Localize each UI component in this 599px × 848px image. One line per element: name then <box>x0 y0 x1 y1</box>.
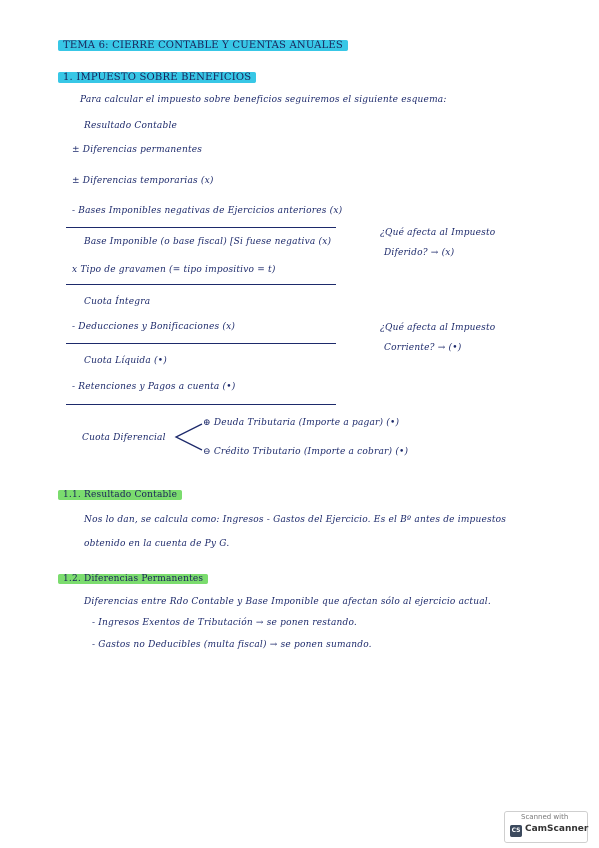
branch-text: Deuda Tributaria (Importe a pagar) (•) <box>213 418 400 428</box>
scheme-row: - Deducciones y Bonificaciones (x) <box>72 322 236 332</box>
scheme-row: ± Diferencias permanentes <box>72 145 203 155</box>
side-note-impuesto-diferido: ¿Qué afecta al Impuesto <box>380 228 496 238</box>
scheme-row: Resultado Contable <box>84 121 178 131</box>
side-note-impuesto-diferido: Diferido? → (x) <box>384 248 455 258</box>
bracket-branch-icon <box>172 420 206 454</box>
scheme-row: Base Imponible (o base fiscal) [Si fuese negativa (x) <box>84 237 332 247</box>
watermark-caption: Scanned with <box>521 813 569 821</box>
cuota-branch-deuda <box>203 418 399 428</box>
camscanner-watermark <box>504 811 588 843</box>
paragraph-line: - Ingresos Exentos de Tributación → se ponen restando. <box>92 618 357 628</box>
scheme-row: - Retenciones y Pagos a cuenta (•) <box>72 382 236 392</box>
scheme-row: Cuota Íntegra <box>84 297 151 307</box>
paragraph-line: Diferencias entre Rdo Contable y Base Imponible que afectan sólo al ejercicio actual. <box>84 597 491 607</box>
divider-line <box>66 404 336 405</box>
paragraph-line: - Gastos no Deducibles (multa fiscal) → se ponen sumando. <box>92 640 372 650</box>
cuota-branch-credito <box>203 447 408 457</box>
paragraph-line: obtenido en la cuenta de Py G. <box>84 539 230 549</box>
section-1-2-heading: 1.2. Diferencias Permanentes <box>58 574 208 584</box>
divider-line <box>66 284 336 285</box>
section-1-intro: Para calcular el impuesto sobre beneficios seguiremos el siguiente esquema: <box>80 95 447 105</box>
scheme-row: Cuota Líquida (•) <box>84 356 167 366</box>
paragraph-line: Nos lo dan, se calcula como: Ingresos - Gastos del Ejercicio. Es el Bº antes de impuestos <box>84 515 507 525</box>
minus-circle-icon: ⊖ <box>203 447 211 457</box>
scheme-row: x Tipo de gravamen (= tipo impositivo = t) <box>72 265 276 275</box>
scheme-row: - Bases Imponibles negativas de Ejercicios anteriores (x) <box>72 206 343 216</box>
section-1-heading: 1. IMPUESTO SOBRE BENEFICIOS <box>58 72 256 83</box>
watermark-brand: CamScanner <box>525 824 589 834</box>
side-note-impuesto-corriente: Corriente? → (•) <box>384 343 462 353</box>
section-1-1-heading: 1.1. Resultado Contable <box>58 490 182 500</box>
plus-circle-icon: ⊕ <box>203 418 211 428</box>
divider-line <box>66 343 336 344</box>
divider-line <box>66 227 336 228</box>
camscanner-logo-icon: CS <box>510 825 522 837</box>
cuota-diferencial-label: Cuota Diferencial <box>82 433 166 443</box>
side-note-impuesto-corriente: ¿Qué afecta al Impuesto <box>380 323 496 333</box>
branch-text: Crédito Tributario (Importe a cobrar) (•) <box>213 447 409 457</box>
page-title: TEMA 6: CIERRE CONTABLE Y CUENTAS ANUALES <box>58 40 348 51</box>
scheme-row: ± Diferencias temporarias (x) <box>72 176 214 186</box>
